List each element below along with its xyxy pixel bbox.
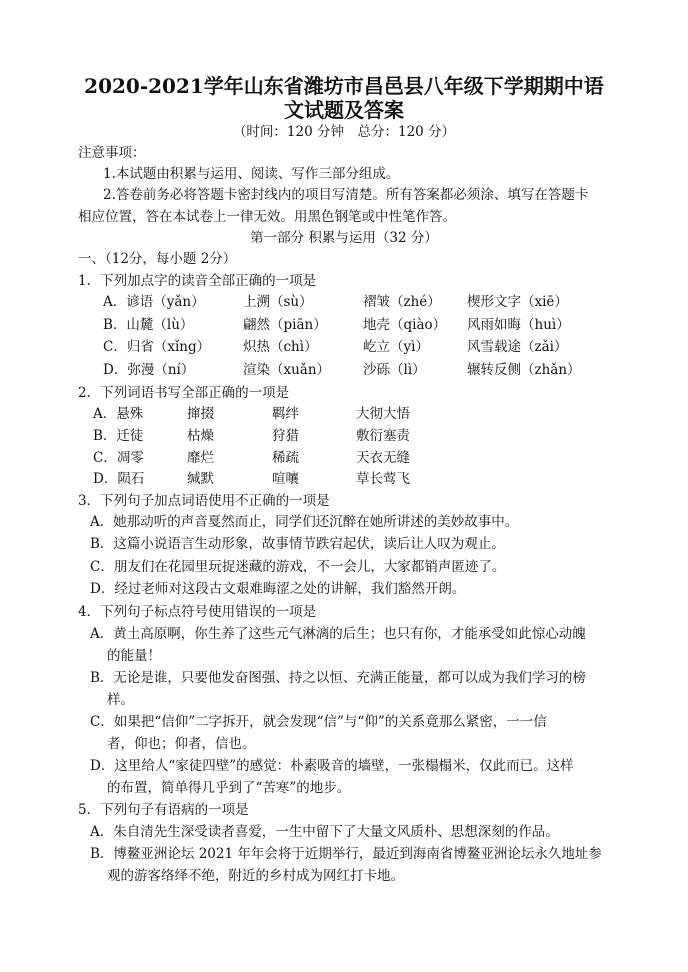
- q4-option-d-line2: 的布置，简单得几乎到了“苦寒”的地步。: [107, 780, 351, 796]
- q1-a-item4: 楔形文字（xiē）: [467, 294, 568, 310]
- notice-item-2-line1: 2.答卷前务必将答题卡密封线内的项目写清楚。所有答案都必须涂、填写在答题卡: [103, 187, 589, 203]
- q2-b-item3: 狩猎: [272, 428, 299, 444]
- q1-a-item3: 褶皱（zhé）: [363, 294, 441, 310]
- q2-c-item4: 天衣无缝: [356, 450, 410, 466]
- q1-a-item2: 上溯（sù）: [243, 294, 313, 310]
- q2-b-item2: 枯燥: [187, 428, 214, 444]
- q2-c-item1: C．凋零: [93, 450, 144, 466]
- q1-option-c: [0, 338, 688, 356]
- q1-option-b: [0, 316, 688, 334]
- q4-stem: 4．下列句子标点符号使用错误的一项是: [78, 604, 317, 620]
- exam-info: （时间：120 分钟 总分：120 分）: [232, 124, 456, 140]
- q5-stem: 5．下列句子有语病的一项是: [78, 802, 249, 818]
- q2-b-item4: 敷衍塞责: [356, 428, 410, 444]
- notice-heading: 注意事项：: [78, 145, 146, 161]
- q2-a-item3: 羁绊: [272, 406, 299, 422]
- q2-option-c: [0, 449, 688, 467]
- document-title-line2: 文试题及答案: [284, 98, 404, 122]
- document-title-line1: 2020-2021学年山东省潍坊市昌邑县八年级下学期期中语: [84, 74, 604, 98]
- q1-b-item3: 地壳（qiào）: [363, 317, 447, 333]
- q1-c-item2: 炽热（chì）: [243, 339, 318, 355]
- q5-option-a: A．朱自清先生深受读者喜爱，一生中留下了大量文风质朴、思想深刻的作品。: [90, 824, 559, 840]
- q3-option-b: B．这篇小说语言生动形象，故事情节跌宕起伏，读后让人叹为观止。: [90, 536, 505, 552]
- q5-option-b-line1: B．博鳌亚洲论坛 2021 年年会将于近期举行，最近到海南省博鳌亚洲论坛永久地址参: [90, 846, 602, 862]
- part1-heading: 第一部分 积累与运用（32 分）: [250, 230, 438, 246]
- q1-a-item1: A．谚语（yǎn）: [103, 294, 205, 310]
- q2-d-item4: 草长莺飞: [356, 471, 410, 487]
- q2-d-item2: 缄默: [187, 471, 214, 487]
- q1-b-item4: 风雨如晦（huì）: [467, 317, 570, 333]
- q1-option-d: [0, 361, 688, 379]
- q3-option-a: A．她那动听的声音戛然而止，同学们还沉醉在她所讲述的美妙故事中。: [90, 514, 519, 530]
- q3-option-d: D．经过老师对这段古文艰难晦涩之处的讲解，我们豁然开朗。: [90, 581, 466, 597]
- q4-option-c-line2: 者，仰也；仰者，信也。: [107, 736, 256, 752]
- q1-b-item2: 翩然（piān）: [243, 317, 327, 333]
- q1-stem: 1．下列加点字的读音全部正确的一项是: [78, 273, 317, 289]
- q2-option-a: [0, 405, 688, 423]
- q2-option-b: [0, 427, 688, 445]
- q4-option-c-line1: C．如果把“信仰”二字拆开，就会发现“信”与“仰”的关系竟那么紧密，一一信: [90, 714, 547, 730]
- q2-option-d: [0, 470, 688, 488]
- q1-d-item2: 渲染（xuǎn）: [243, 362, 331, 378]
- q4-option-a-line2: 的能量！: [107, 648, 161, 664]
- q1-c-item4: 风雪载途（zǎi）: [467, 339, 568, 355]
- q4-option-a-line1: A．黄土高原啊，你生养了这些元气淋漓的后生；也只有你，才能承受如此惊心动魄: [90, 626, 586, 642]
- q2-c-item2: 靡烂: [187, 450, 214, 466]
- q2-b-item1: B．迁徒: [93, 428, 144, 444]
- q4-option-b-line1: B．无论是谁，只要他发奋图强、持之以恒、充满正能量，都可以成为我们学习的榜: [90, 670, 586, 686]
- q2-a-item2: 撺掇: [187, 406, 214, 422]
- q3-stem: 3．下列句子加点词语使用不正确的一项是: [78, 493, 330, 509]
- q4-option-d-line1: D．这里给人“家徒四壁”的感觉：朴素吸音的墙壁，一张榻榻米，仅此而已。这样: [90, 758, 574, 774]
- q2-a-item4: 大彻大悟: [356, 406, 410, 422]
- q2-d-item1: D．陨石: [93, 471, 145, 487]
- q2-a-item1: A．悬殊: [93, 406, 144, 422]
- q1-option-a: [0, 293, 688, 311]
- q1-d-item1: D．弥漫（ní）: [103, 362, 195, 378]
- q1-d-item4: 辗转反侧（zhǎn）: [467, 362, 581, 378]
- section1-heading: 一、（12分，每小题 2分）: [78, 251, 237, 267]
- q2-d-item3: 喧嚷: [272, 471, 299, 487]
- q2-c-item3: 稀疏: [272, 450, 299, 466]
- q3-option-c: C．朋友们在花园里玩捉迷藏的游戏，不一会儿，大家都销声匿迹了。: [90, 559, 506, 575]
- q2-stem: 2．下列词语书写全部正确的一项是: [78, 385, 290, 401]
- notice-item-1: 1.本试题由积累与运用、阅读、写作三部分组成。: [103, 166, 400, 182]
- q1-c-item1: C．归省（xǐng）: [103, 339, 211, 355]
- notice-item-2-line2: 相应位置，答在本试卷上一律无效。用黑色钢笔或中性笔作答。: [78, 209, 456, 225]
- q1-b-item1: B．山麓（lù）: [103, 317, 194, 333]
- q1-d-item3: 沙砾（lì）: [363, 362, 426, 378]
- q5-option-b-line2: 观的游客络绎不绝，附近的乡村成为网红打卡地。: [107, 868, 404, 884]
- q4-option-b-line2: 样。: [107, 692, 134, 708]
- q1-c-item3: 屹立（yì）: [363, 339, 429, 355]
